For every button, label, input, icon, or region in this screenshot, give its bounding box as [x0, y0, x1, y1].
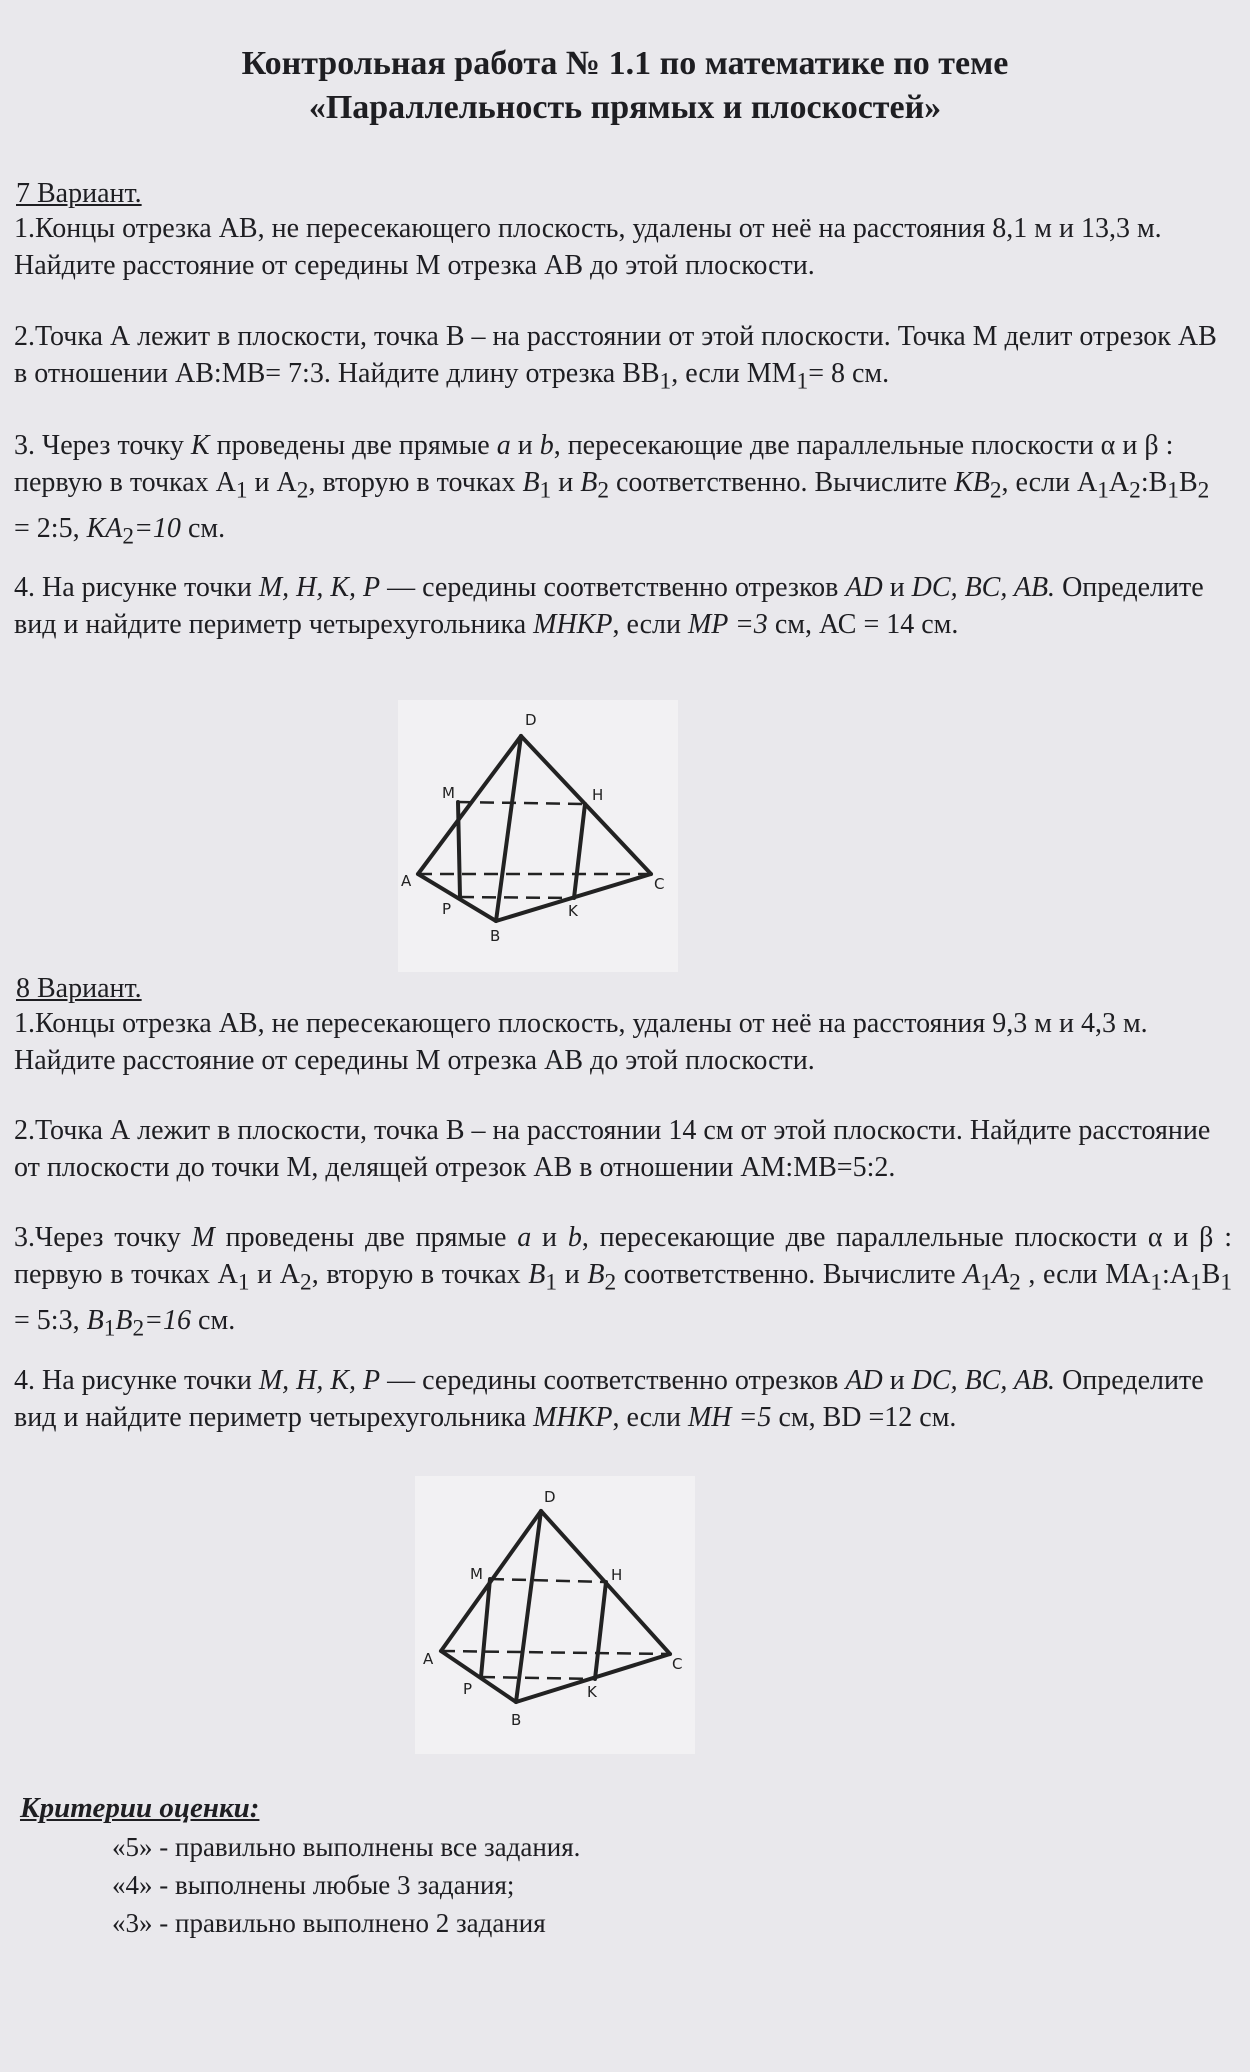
v7-task-3: 3. Через точку K проведены две прямые a и b, пересекающие две параллельные плоскости α и β : первую в точках $А_1$ и $А_2$, вторую в точках $B_1$ и $B_2$ соответственно. Вычислите $KB_2$, если $А_1А_2:В_1В_2$ = 2:5, $KA_2=10$ см. — [14, 430, 1210, 550]
label-P: P — [463, 1680, 473, 1698]
variant-7-heading: 7 Вариант. — [16, 178, 142, 209]
variant-8-heading: 8 Вариант. — [16, 973, 142, 1004]
title-line-2: «Параллельность прямых и плоскостей» — [308, 89, 942, 126]
label-H: H — [592, 786, 604, 804]
label-D: D — [544, 1488, 556, 1506]
v7-tetrahedron-figure — [398, 700, 678, 972]
label-P: P — [442, 900, 452, 918]
v7-task-4: 4. На рисунке точки M, H, K, P — середины соответственно отрезков AD и DC, BC, AB. Определите вид и найдите периметр четырехугольника MHKP, если MP =3 см, АС = 14 см. — [14, 572, 1204, 640]
label-D: D — [525, 711, 537, 729]
criteria-grade-4: «4» - выполнены любые 3 задания; — [112, 1870, 515, 1900]
v7-task-2: 2.Точка А лежит в плоскости, точка В – на расстоянии от этой плоскости. Точка М делит отрезок АВ в отношении АВ:МВ= 7:3. Найдите длину отрезка $ВВ_1$, если $ММ_1= 8$ см. — [14, 321, 1217, 395]
label-H: H — [611, 1566, 623, 1584]
label-C: C — [672, 1655, 683, 1673]
v8-task-1: 1.Концы отрезка АВ, не пересекающего плоскость, удалены от неё на расстояния 9,3 м и 4,3 м. Найдите расстояние от середины М отрезка АВ до этой плоскости. — [14, 1008, 1148, 1076]
label-K: K — [568, 902, 578, 920]
v7-task-1: 1.Концы отрезка АВ, не пересекающего плоскость, удалены от неё на расстояния 8,1 м и 13,3 м. Найдите расстояние от середины М отрезка АВ до этой плоскости. — [14, 213, 1162, 281]
criteria-grade-3: «3» - правильно выполнено 2 задания — [112, 1908, 546, 1938]
label-B: B — [490, 927, 501, 945]
v8-task-4: 4. На рисунке точки M, H, K, P — середины соответственно отрезков AD и DC, BC, AB. Определите вид и найдите периметр четырехугольника MHKP, если MH =5 см, BD =12 см. — [14, 1365, 1204, 1433]
v8-task-2: 2.Точка А лежит в плоскости, точка В – на расстоянии 14 см от этой плоскости. Найдите расстояние от плоскости до точки М, делящей отрезок АВ в отношении АМ:МВ=5:2. — [14, 1115, 1211, 1183]
title-line-1: Контрольная работа № 1.1 по математике по теме — [241, 45, 1009, 82]
label-A: A — [401, 872, 412, 890]
criteria-heading: Критерии оценки: — [20, 1792, 260, 1824]
v8-task-3: 3.Через точку M проведены две прямые a и b, пересекающие две параллельные плоскости α и β : первую в точках $А_1$ и $А_2$, вторую в точках $B_1$ и $B_2$ соответственно. Вычислите $A_1A_2$ , если $МА_1:А_1В_1$ = 5:3, $B_1B_2=16$ см. — [14, 1222, 1233, 1342]
label-K: K — [587, 1683, 597, 1701]
page-title — [0, 42, 1250, 130]
label-M: M — [470, 1565, 483, 1583]
label-C: C — [654, 875, 665, 893]
v8-tetrahedron-figure — [415, 1476, 695, 1754]
label-A: A — [423, 1650, 434, 1668]
label-M: M — [442, 784, 455, 802]
label-B: B — [511, 1711, 522, 1729]
criteria-grade-5: «5» - правильно выполнены все задания. — [112, 1832, 581, 1862]
